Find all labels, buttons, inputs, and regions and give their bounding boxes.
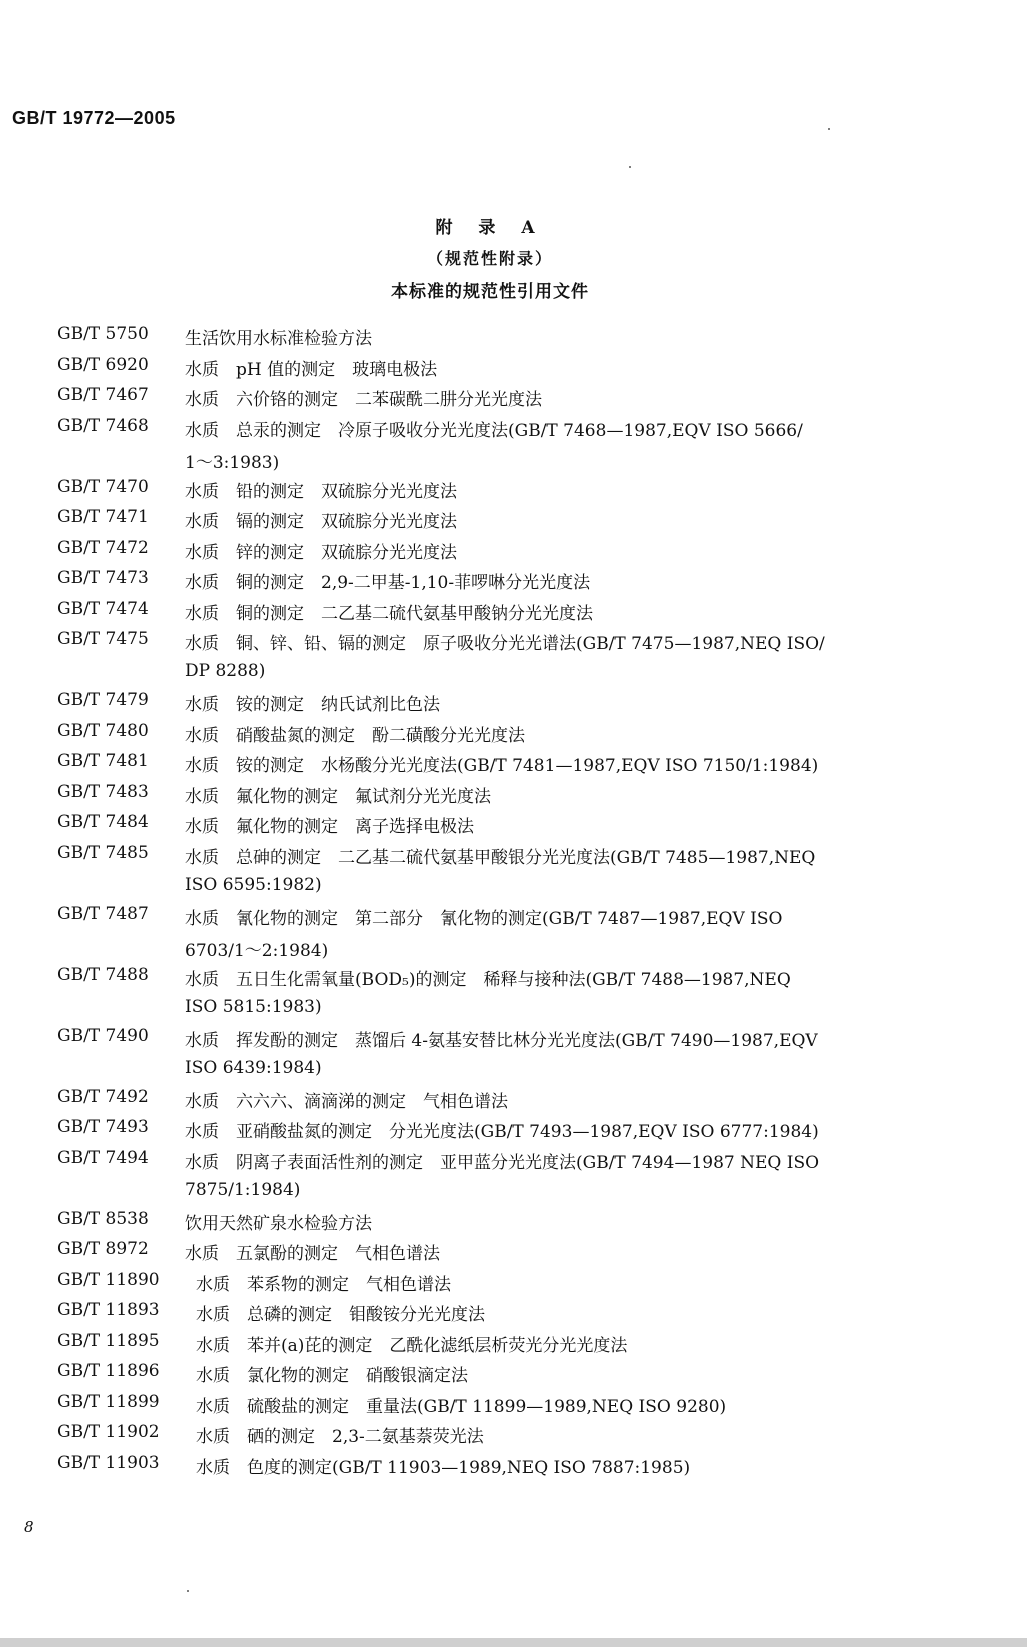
reference-code: GB/T 7494	[57, 1147, 149, 1168]
reference-title: 水质 氰化物的测定 第二部分 氰化物的测定(GB/T 7487—1987,EQV ISO	[185, 908, 783, 929]
reference-code: GB/T 7490	[57, 1025, 149, 1046]
reference-title: 水质 铅的测定 双硫腙分光光度法	[185, 481, 457, 502]
reference-code: GB/T 11896	[57, 1361, 160, 1381]
scan-speck	[629, 166, 631, 168]
reference-title: 水质 pH 值的测定 玻璃电极法	[185, 359, 438, 380]
annex-heading: 本标准的规范性引用文件	[391, 282, 589, 302]
reference-title: 水质 铜、锌、铅、镉的测定 原子吸收分光光谱法(GB/T 7475—1987,NEQ ISO/	[185, 634, 825, 654]
reference-title: 水质 总汞的测定 冷原子吸收分光光度法(GB/T 7468—1987,EQV ISO 5666/	[185, 420, 803, 441]
reference-code: GB/T 7488	[57, 964, 149, 985]
reference-title: 生活饮用水标准检验方法	[185, 329, 372, 349]
reference-title: 水质 阴离子表面活性剂的测定 亚甲蓝分光光度法(GB/T 7494—1987 NEQ ISO	[185, 1152, 820, 1173]
reference-code: GB/T 8972	[57, 1239, 149, 1259]
reference-code: GB/T 7474	[57, 598, 149, 619]
reference-title: 水质 苯并(a)芘的测定 乙酰化滤纸层析荧光分光光度法	[196, 1335, 628, 1356]
reference-code: GB/T 7487	[57, 903, 149, 924]
reference-code: GB/T 7473	[57, 568, 149, 588]
reference-title: 水质 铵的测定 水杨酸分光光度法(GB/T 7481—1987,EQV ISO 7150/1:1984)	[185, 756, 819, 776]
reference-code: GB/T 7472	[57, 537, 149, 558]
reference-title-continued: ISO 6439:1984)	[185, 1057, 322, 1078]
reference-code: GB/T 8538	[57, 1208, 149, 1229]
reference-code: GB/T 7492	[57, 1086, 149, 1107]
reference-title: 水质 五日生化需氧量(BOD₅)的测定 稀释与接种法(GB/T 7488—1987,NEQ	[185, 969, 791, 990]
reference-title: 水质 铵的测定 纳氏试剂比色法	[185, 695, 440, 715]
reference-code: GB/T 7467	[57, 385, 149, 405]
reference-title: 水质 五氯酚的测定 气相色谱法	[185, 1244, 440, 1264]
reference-title-continued: DP 8288)	[185, 661, 266, 681]
reference-code: GB/T 7470	[57, 476, 149, 497]
reference-title: 水质 锌的测定 双硫腙分光光度法	[185, 542, 457, 563]
reference-title-continued: 6703/1～2:1984)	[185, 940, 329, 961]
reference-title: 水质 总砷的测定 二乙基二硫代氨基甲酸银分光光度法(GB/T 7485—1987,NEQ	[185, 847, 816, 868]
page-number: 8	[24, 1518, 34, 1536]
reference-code: GB/T 11903	[57, 1452, 160, 1473]
reference-code: GB/T 7475	[57, 629, 149, 649]
reference-title: 饮用天然矿泉水检验方法	[185, 1213, 372, 1234]
reference-code: GB/T 7484	[57, 812, 149, 832]
standard-code: GB/T 19772—2005	[12, 108, 176, 128]
reference-code: GB/T 11895	[57, 1330, 160, 1351]
reference-code: GB/T 7493	[57, 1117, 149, 1137]
reference-title: 水质 铜的测定 2,9-二甲基-1,10-菲啰啉分光光度法	[185, 573, 591, 593]
reference-code: GB/T 11890	[57, 1269, 160, 1290]
reference-code: GB/T 7480	[57, 720, 149, 741]
reference-title: 水质 镉的测定 双硫腙分光光度法	[185, 512, 457, 532]
reference-title: 水质 氟化物的测定 氟试剂分光光度法	[185, 786, 491, 807]
reference-title: 水质 铜的测定 二乙基二硫代氨基甲酸钠分光光度法	[185, 603, 593, 624]
reference-code: GB/T 6920	[57, 354, 149, 375]
reference-title: 水质 六六六、滴滴涕的测定 气相色谱法	[185, 1091, 508, 1112]
reference-title: 水质 氟化物的测定 离子选择电极法	[185, 817, 474, 837]
reference-code: GB/T 7485	[57, 842, 149, 863]
reference-code: GB/T 11902	[57, 1422, 160, 1442]
reference-code: GB/T 7468	[57, 415, 149, 436]
reference-title: 水质 六价铬的测定 二苯碳酰二肼分光光度法	[185, 390, 542, 410]
annex-title: 附 录 A	[435, 218, 545, 238]
reference-title: 水质 硫酸盐的测定 重量法(GB/T 11899—1989,NEQ ISO 9280)	[196, 1396, 727, 1417]
reference-title-continued: 1～3:1983)	[185, 452, 280, 473]
reference-title: 水质 硒的测定 2,3-二氨基萘荧光法	[196, 1427, 484, 1447]
annex-subtitle: （规范性附录）	[426, 249, 553, 268]
reference-title: 水质 氯化物的测定 硝酸银滴定法	[196, 1366, 468, 1386]
scan-bottom-edge	[0, 1638, 1027, 1647]
scan-speck	[828, 128, 830, 130]
reference-title-continued: ISO 5815:1983)	[185, 996, 322, 1017]
reference-title: 水质 色度的测定(GB/T 11903—1989,NEQ ISO 7887:1985)	[196, 1457, 691, 1478]
reference-title-continued: ISO 6595:1982)	[185, 874, 322, 895]
reference-title-continued: 7875/1:1984)	[185, 1179, 301, 1200]
reference-title: 水质 苯系物的测定 气相色谱法	[196, 1274, 451, 1295]
reference-code: GB/T 7471	[57, 507, 149, 527]
reference-code: GB/T 7481	[57, 751, 149, 771]
scan-speck	[187, 1590, 189, 1592]
reference-code: GB/T 7483	[57, 781, 149, 802]
reference-title: 水质 硝酸盐氮的测定 酚二磺酸分光光度法	[185, 725, 525, 746]
reference-code: GB/T 7479	[57, 690, 149, 710]
reference-code: GB/T 11899	[57, 1391, 160, 1412]
reference-title: 水质 总磷的测定 钼酸铵分光光度法	[196, 1305, 485, 1325]
reference-title: 水质 亚硝酸盐氮的测定 分光光度法(GB/T 7493—1987,EQV ISO 6777:1984)	[185, 1122, 819, 1142]
reference-title: 水质 挥发酚的测定 蒸馏后 4-氨基安替比林分光光度法(GB/T 7490—1987,EQV	[185, 1030, 818, 1051]
reference-code: GB/T 5750	[57, 324, 149, 344]
reference-code: GB/T 11893	[57, 1300, 160, 1320]
